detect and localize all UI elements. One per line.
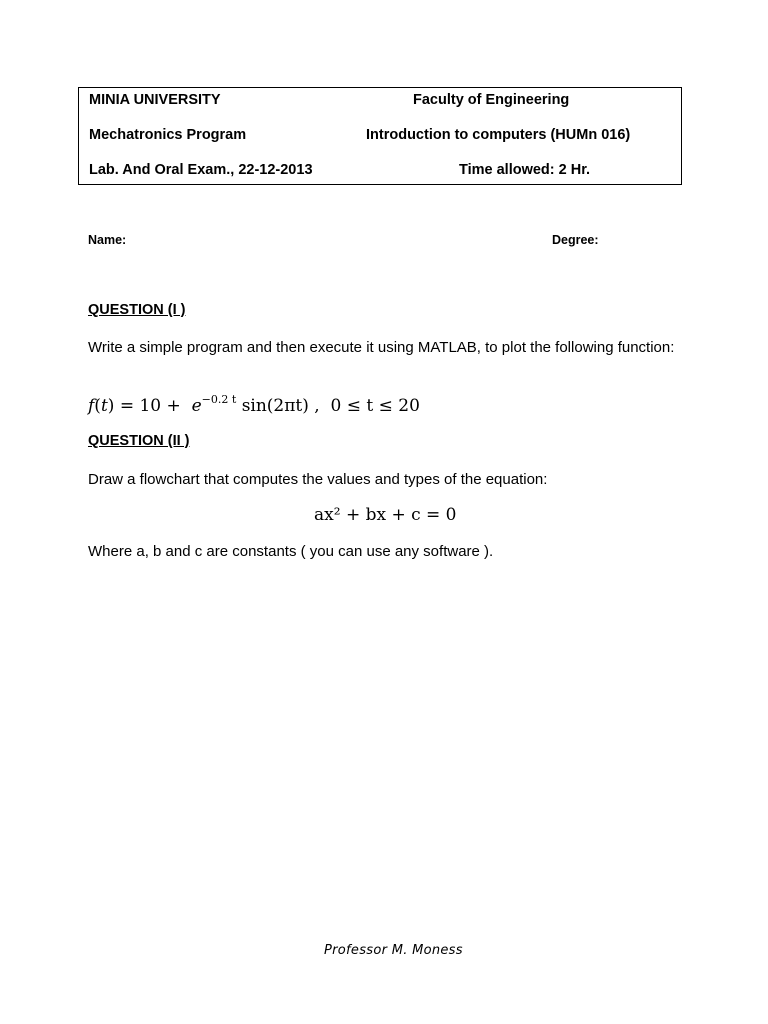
header-row-3 [89, 162, 671, 182]
university-name: MINIA UNIVERSITY [89, 92, 221, 108]
exam-header-box [78, 87, 682, 185]
eq-range: 0 ≤ t ≤ 20 [330, 396, 420, 416]
professor-signature: Professor M. Moness [324, 943, 463, 958]
program-name: Mechatronics Program [89, 127, 247, 143]
exam-title: Lab. And Oral Exam., 22-12-2013 [89, 162, 313, 178]
course-name: Introduction to computers (HUMn 016) [366, 127, 631, 143]
header-row-2 [89, 127, 671, 147]
question-1-equation: $f(t) = 10 + e^{-0.2 t}$ sin(2πt) , 0 ≤ t ≤ 20 [88, 393, 420, 416]
question-1-heading: QUESTION (I ) [88, 302, 186, 318]
eq-exponent: −0.2 t [201, 393, 237, 406]
eq-sine-term: sin(2πt) [241, 396, 309, 416]
time-allowed: Time allowed: 2 Hr. [459, 162, 591, 178]
eq-variable: t [100, 396, 108, 416]
header-row-1 [89, 92, 671, 112]
question-2-note: Where a, b and c are constants ( you can use any software ). [88, 543, 494, 560]
question-1-text: Write a simple program and then execute it using MATLAB, to plot the following function: [88, 339, 675, 356]
name-label: Name: [88, 233, 127, 247]
eq-function-name: f [88, 396, 95, 416]
question-2-text: Draw a flowchart that computes the values and types of the equation: [88, 471, 548, 488]
quadratic-equation: ax² + bx + c = 0 [314, 505, 457, 525]
faculty-name: Faculty of Engineering [413, 92, 570, 108]
question-2-heading: QUESTION (II ) [88, 433, 190, 449]
eq-constant: 10 [139, 396, 162, 416]
degree-label: Degree: [552, 233, 599, 247]
